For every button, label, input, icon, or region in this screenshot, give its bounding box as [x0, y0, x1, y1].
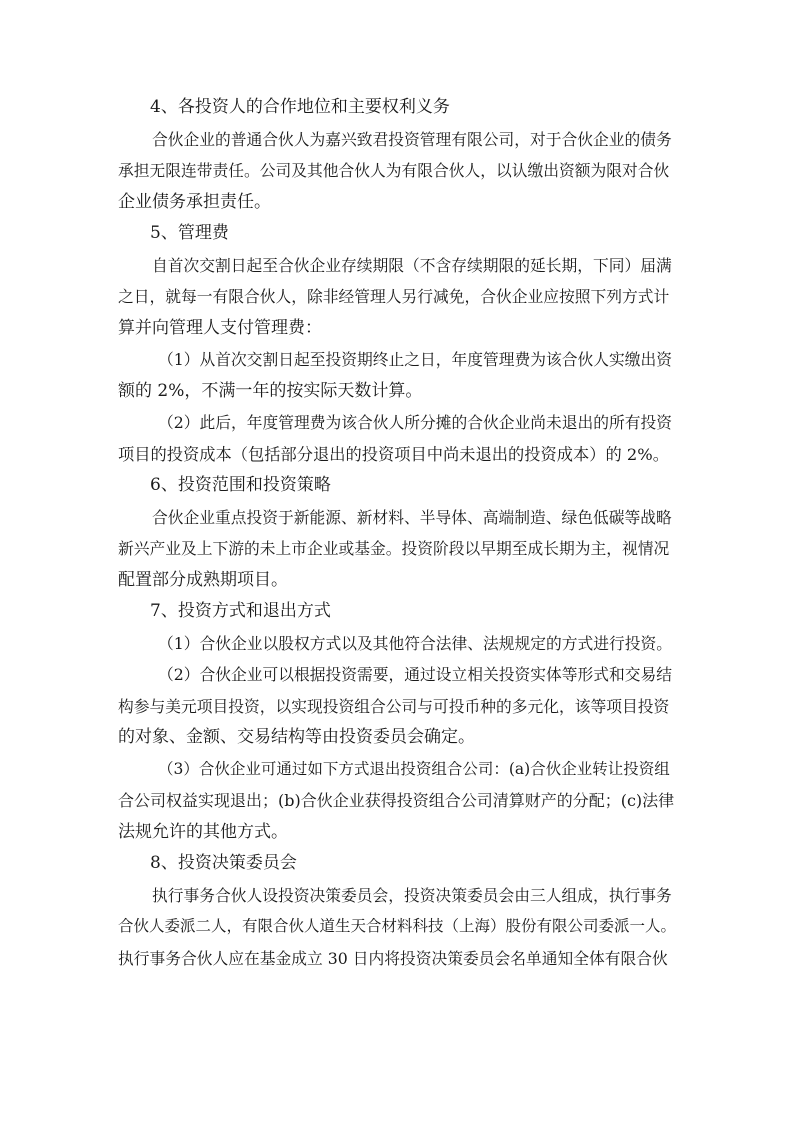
section-heading-6: 6、投资范围和投资策略	[150, 475, 331, 495]
list-item-line: （1）合伙企业以股权方式以及其他符合法律、法规规定的方式进行投资。	[158, 633, 673, 653]
paragraph-line: 新兴产业及上下游的未上市企业或基金。投资阶段以早期至成长期为主，视情况	[118, 539, 670, 558]
paragraph-line: 执行事务合伙人设投资决策委员会，投资决策委员会由三人组成，执行事务	[152, 885, 672, 905]
list-item-line: （2）此后，年度管理费为该合伙人所分摊的合伙企业尚未退出的所有投资	[158, 413, 673, 432]
paragraph-line: 自首次交割日起至合伙企业存续期限（不含存续期限的延长期，下同）届满	[152, 255, 672, 275]
paragraph-line: 承担无限连带责任。公司及其他合伙人为有限合伙人，以认缴出资额为限对合伙	[118, 161, 670, 180]
paragraph-line: 配置部分成熟期项目。	[118, 569, 288, 590]
section-heading-7: 7、投资方式和退出方式	[150, 601, 331, 621]
paragraph-line: 合伙企业的普通合伙人为嘉兴致君投资管理有限公司，对于合伙企业的债务	[152, 129, 672, 149]
section-heading-4: 4、各投资人的合作地位和主要权利义务	[150, 97, 450, 117]
list-item-line: （2）合伙企业可以根据投资需要，通过设立相关投资实体等形式和交易结	[158, 665, 673, 684]
paragraph-line: 合伙企业重点投资于新能源、新材料、半导体、高端制造、绿色低碳等战略	[152, 507, 672, 527]
paragraph-line: 项目的投资成本（包括部分退出的投资项目中尚未退出的投资成本）的 2%。	[118, 444, 669, 464]
document-body	[118, 92, 676, 974]
paragraph-line: 之日，就每一有限合伙人，除非经管理人另行减免，合伙企业应按照下列方式计	[118, 287, 670, 306]
paragraph-line: 企业债务承担责任。	[118, 191, 271, 212]
paragraph-line: 合伙人委派二人，有限合伙人道生天合材料科技（上海）股份有限公司委派一人。	[118, 917, 677, 935]
paragraph-line: 执行事务合伙人应在基金成立 30 日内将投资决策委员会名单通知全体有限合伙	[118, 948, 668, 968]
list-item-line: （1）从首次交割日起至投资期终止之日，年度管理费为该合伙人实缴出资	[158, 350, 673, 369]
paragraph-line: 合公司权益实现退出；(b)合伙企业获得投资组合公司清算财产的分配；(c)法律	[118, 791, 675, 810]
list-item-line: （3）合伙企业可通过如下方式退出投资组合公司：(a)合伙企业转让投资组	[158, 759, 670, 778]
paragraph-line: 额的 2%，不满一年的按实际天数计算。	[118, 380, 423, 401]
paragraph-line: 构参与美元项目投资，以实现投资组合公司与可投币种的多元化，该等项目投资	[118, 696, 670, 716]
section-heading-5: 5、管理费	[150, 223, 229, 243]
section-heading-8: 8、投资决策委员会	[150, 853, 297, 873]
paragraph-line: 算并向管理人支付管理费：	[118, 317, 322, 338]
paragraph-line: 法规允许的其他方式。	[118, 821, 288, 842]
paragraph-line: 的对象、金额、交易结构等由投资委员会确定。	[118, 727, 475, 747]
